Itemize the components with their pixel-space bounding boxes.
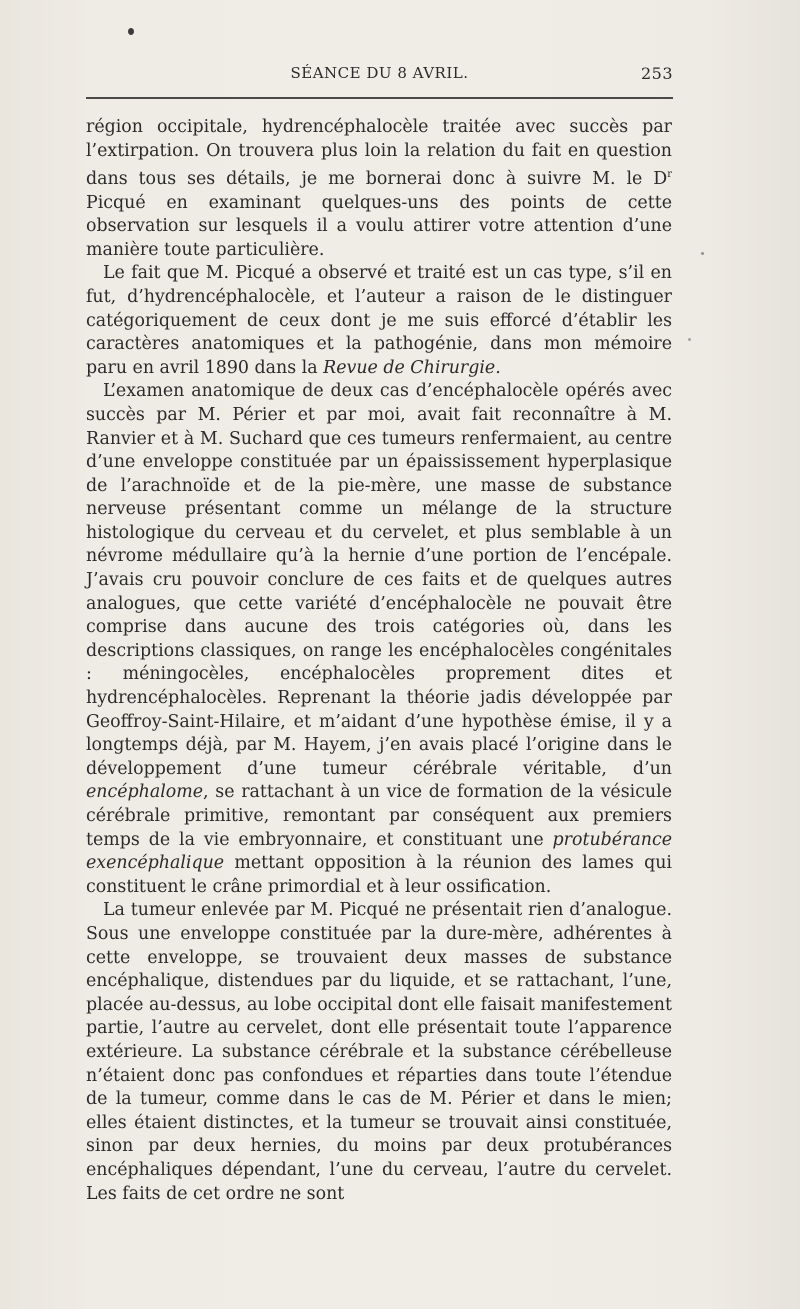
ink-fleck [701,252,704,255]
paragraph-4: La tumeur enlevée par M. Picqué ne présentait rien d’analogue. Sous une enveloppe constituée par la dure-mère, adhérentes à cette enveloppe, se trouvaient deux masses de substance encéphalique, distendues par du liquide, et se rattachant, l’une, placée au-dessus, au lobe occipital dont elle faisait manifestement partie, l’autre au cervelet, dont elle présentait toute l’apparence extérieure. La substance cérébrale et la substance cérébelleuse n’étaient donc pas confondues et réparties dans toute l’étendue de la tumeur, comme dans le cas de M. Périer et dans le mien; elles étaient distinctes, et la tumeur se trouvait ainsi constituée, sinon par deux hernies, du moins par deux protubérances encéphaliques dépendant, l’une du cerveau, l’autre du cervelet. Les faits de cet ordre ne sont [86,900,672,1204]
paragraph-2: Le fait que M. Picqué a observé et traité est un cas type, s’il en fut, d’hydrencéphalocèle, et l’auteur a raison de le distinguer catégoriquement de ceux dont je me suis efforcé d’établir les caractères anatomiques et la pathogénie, dans mon mémoire paru en avril 1890 dans la Revue de Chirurgie. [86,263,672,378]
running-head [86,64,673,88]
running-head-title: SÉANCE DU 8 AVRIL. [290,64,469,82]
page-number: 253 [640,64,673,83]
ink-fleck [128,28,134,35]
ink-fleck [688,338,691,341]
body-text [86,116,672,1206]
paragraph-3: L’examen anatomique de deux cas d’encéphalocèle opérés avec succès par M. Périer et par moi, avait fait reconnaître à M. Ranvier et à M. Suchard que ces tumeurs renfermaient, au centre d’une enveloppe constituée par un épaississement hyperplasique de l’arachnoïde et de la pie-mère, une masse de substance nerveuse présentant comme un mélange de la structure histologique du cerveau et du cervelet, et plus semblable à un névrome médullaire qu’à la hernie d’une portion de l’encépale. J’avais cru pouvoir conclure de ces faits et de quelques autres analogues, que cette variété d’encéphalocèle ne pouvait être comprise dans aucune des trois catégories où, dans les descriptions classiques, on range les encéphalocèles congénitales : méningocèles, encéphalocèles proprement dites et hydrencéphalocèles. Reprenant la théorie jadis développée par Geoffroy-Saint-Hilaire, et m’aidant d’une hypothèse émise, il y a longtemps déjà, par M. Hayem, j’en avais placé l’origine dans le développement d’une tumeur cérébrale véritable, d’un encéphalome, se rattachant à un vice de formation de la vésicule cérébrale primitive, remontant par conséquent aux premiers temps de la vie embryonnaire, et constituant une protubérance exencéphalique mettant opposition à la réunion des lames qui constituent le crâne primordial et à leur ossification. [86,381,672,897]
paragraph-1: région occipitale, hydrencéphalocèle traitée avec succès par l’extirpation. On trouvera plus loin la relation du fait en question dans tous ses détails, je me bornerai donc à suivre M. le $D^r$ Picqué en examinant quelques-uns des points de cette observation sur lesquels il a voulu attirer votre attention d’une manière toute particulière. [86,117,672,260]
header-rule [86,97,673,99]
